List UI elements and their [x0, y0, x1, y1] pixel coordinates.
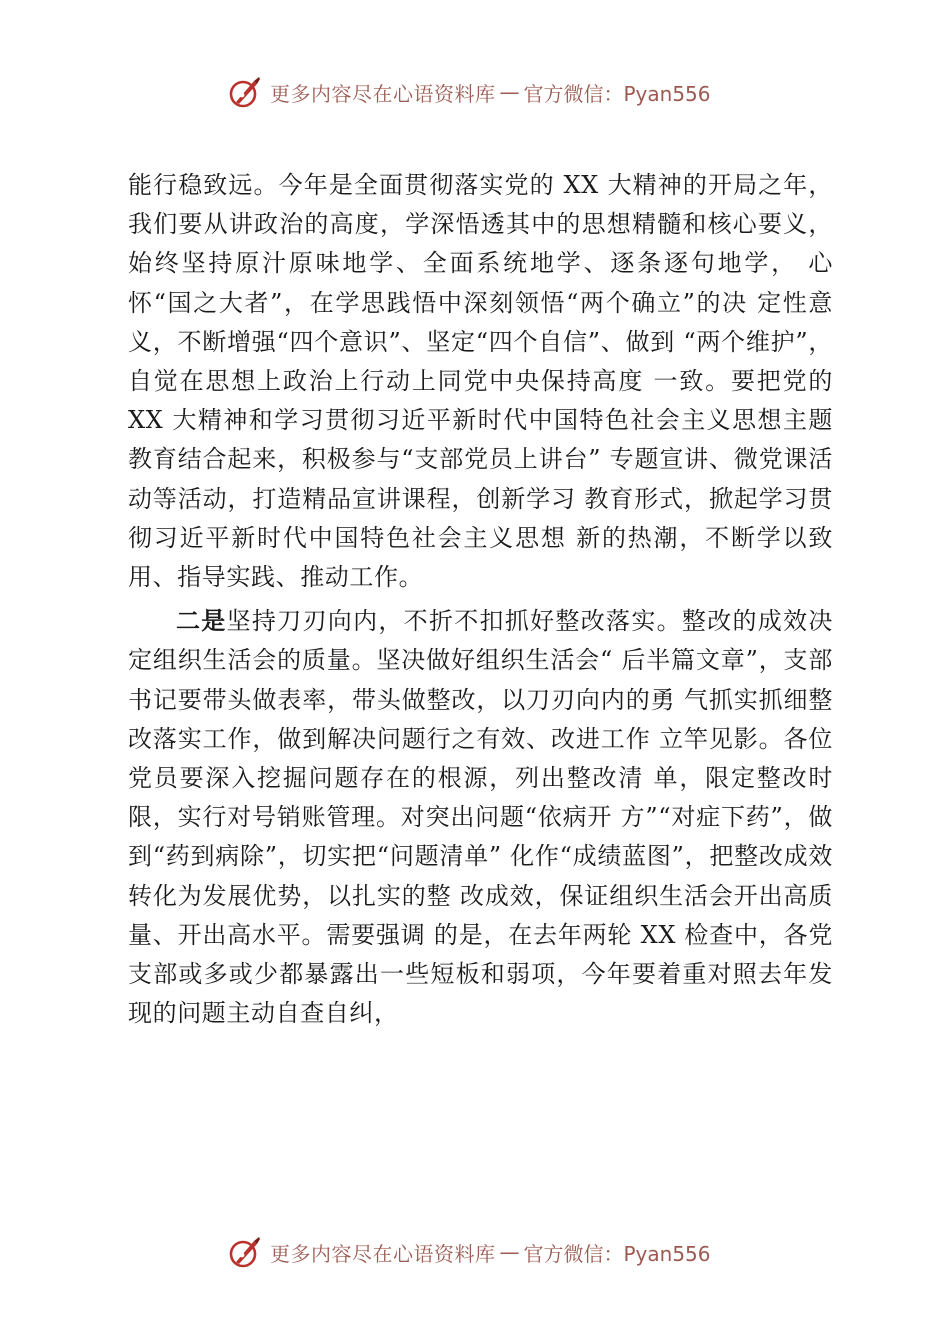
banner-dash: —: [499, 1240, 520, 1264]
banner-title: 更多内容尽在心语资料库: [270, 1241, 496, 1266]
header-banner: [228, 72, 748, 112]
banner-title: 更多内容尽在心语资料库: [270, 81, 496, 106]
pen-logo-icon: [228, 1235, 262, 1269]
footer-banner: [228, 1232, 748, 1272]
banner-contact: 官方微信：Pyan556: [523, 1241, 711, 1266]
paragraph-1: 能行稳致远。今年是全面贯彻落实党的 XX 大精神的开局之年，我们要从讲政治的高度，学深悟透其中的思想精髓和核心要义，始终坚持原汁原味地学、全面系统地学、逐条逐句地学， 心怀“国之大者”，在学思践悟中深刻领悟“两个确立”的决 定性意义，不断增强“四个意识”、坚定“四个自信”、做到 “两个维护”，自觉在思想上政治上行动上同党中央保持高度 一致。要把党的 XX 大精神和学习贯彻习近平新时代中国特色社会主义思想主题教育结合起来，积极参与“支部党员上讲台” 专题宣讲、微党课活动等活动，打造精品宣讲课程，创新学习 教育形式，掀起学习贯彻习近平新时代中国特色社会主义思想 新的热潮，不断学以致用、指导实践、推动工作。: [128, 171, 833, 592]
banner-contact: 官方微信：Pyan556: [523, 81, 711, 106]
pen-logo-icon: [228, 75, 262, 109]
paragraph-2: [128, 602, 833, 1033]
document-body: [128, 166, 833, 1033]
paragraph-2-text: 坚持刀刃向内，不折不扣抓好整改落实。整改的成效决定组织生活会的质量。坚决做好组织生活会“ 后半篇文章”，支部书记要带头做表率，带头做整改，以刀刃向内的勇 气抓实抓细整改落实工作，做到解决问题行之有效、改进工作 立竿见影。各位党员要深入挖掘问题存在的根源，列出整改清 单，限定整改时限，实行对号销账管理。对突出问题“依病开 方”“对症下药”，做到“药到病除”，切实把“问题清单” 化作“成绩蓝图”，把整改成效转化为发展优势，以扎实的整 改成效，保证组织生活会开出高质量、开出高水平。需要强调 的是，在去年两轮 XX 检查中，各党支部或多或少都暴露出一些短板和弱项，今年要着重对照去年发现的问题主动自查自纠，: [128, 607, 833, 1028]
paragraph-2-lead: 二是: [176, 607, 227, 636]
banner-dash: —: [499, 80, 520, 104]
